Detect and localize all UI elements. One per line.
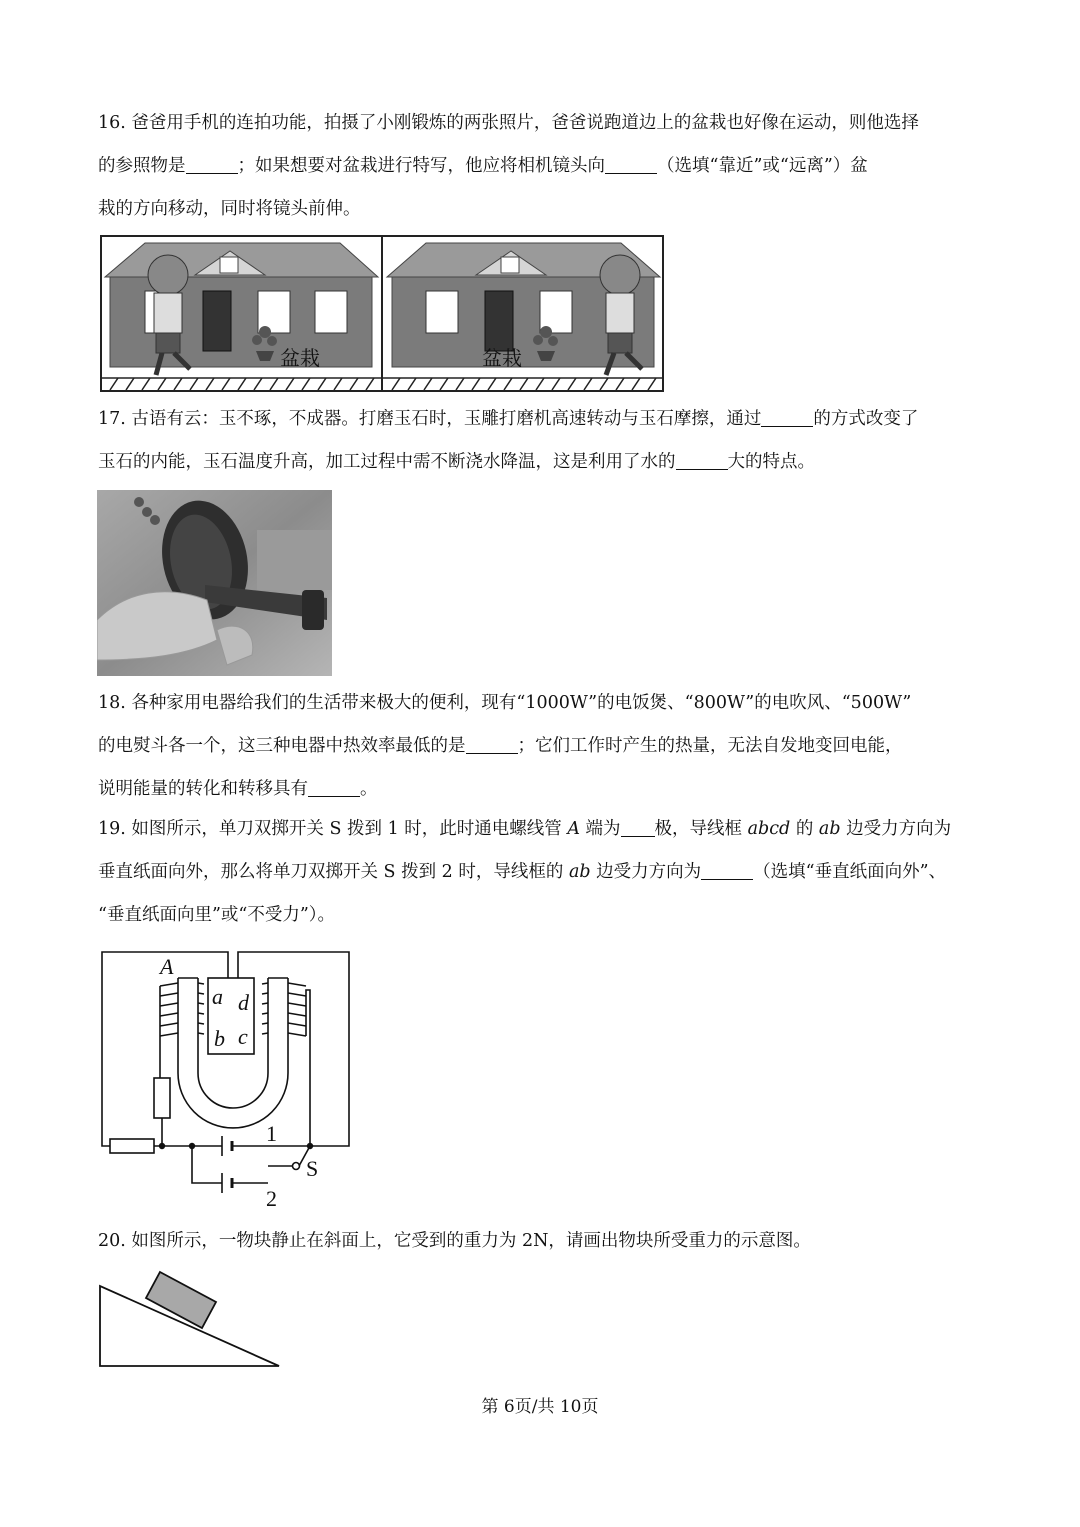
label-A: A (160, 954, 174, 979)
q19-line3: “垂直纸面向里”或“不受力”）。 (98, 905, 336, 925)
label-potted-plant-left: 盆栽 (280, 346, 320, 370)
u-core-outer (178, 978, 288, 1128)
label-a: a (212, 984, 223, 1009)
q20-line1: 20. 如图所示，一物块静止在斜面上，它受到的重力为 2N，请画出物块所受重力的示意图。 (98, 1231, 811, 1251)
answer-blank[interactable] (605, 155, 657, 174)
resistor-horizontal (110, 1139, 154, 1153)
answer-blank[interactable] (621, 818, 655, 837)
answer-blank[interactable] (466, 735, 518, 754)
label-b: b (214, 1026, 225, 1051)
incline-block-diagram (98, 1268, 283, 1370)
q16-line3: 栽的方向移动，同时将镜头前伸。 (98, 199, 361, 219)
q19-line1: 19. 如图所示，单刀双掷开关 S 拨到 1 时，此时通电螺线管 A 端为 极，导线框 abcd 的 ab 边受力方向为 (98, 819, 952, 839)
house-left (105, 243, 378, 367)
q16-line2: 的参照物是 ；如果想要对盆栽进行特写，他应将相机镜头向 （选填“靠近”或“远离”）盆 (98, 156, 868, 176)
wire-coil-right-down (306, 990, 310, 1146)
q18-text (98, 682, 986, 811)
q17-line1: 17. 古语有云：玉不琢，不成器。打磨玉石时，玉雕打磨机高速转动与玉石摩擦，通过 的方式改变了 (98, 409, 919, 429)
q18-line3: 说明能量的转化和转移具有 。 (98, 779, 378, 799)
q16-text (98, 102, 986, 231)
q19-line2: 垂直纸面向外，那么将单刀双掷开关 S 拨到 2 时，导线框的 ab 边受力方向为 （选填“垂直纸面向外”、 (98, 862, 947, 882)
q17-text (98, 398, 986, 484)
label-switch-S: S (306, 1156, 319, 1181)
label-terminal-1: 1 (266, 1121, 277, 1146)
label-d: d (238, 990, 249, 1015)
resistor-vertical (154, 1078, 170, 1118)
circuit-diagram (98, 948, 354, 1210)
answer-blank[interactable] (676, 451, 728, 470)
label-c: c (238, 1024, 248, 1049)
answer-blank[interactable] (701, 861, 753, 880)
q17-line2: 玉石的内能，玉石温度升高，加工过程中需不断浇水降温，这是利用了水的 大的特点。 (98, 452, 815, 472)
label-potted-plant-right: 盆栽 (482, 346, 522, 370)
page-number: 第 6页/共 10页 (481, 1397, 599, 1417)
label-terminal-2: 2 (266, 1186, 277, 1210)
jade-grinding-photo (97, 490, 332, 676)
answer-blank[interactable] (186, 155, 238, 174)
q16-line1: 16. 爸爸用手机的连拍功能，拍摄了小刚锻炼的两张照片，爸爸说跑道边上的盆栽也好像在运动，则他选择 (98, 113, 919, 133)
running-boy-photos-figure (100, 235, 664, 392)
answer-blank[interactable] (308, 778, 360, 797)
answer-blank[interactable] (761, 408, 813, 427)
q20-text (98, 1220, 986, 1263)
q18-line2: 的电熨斗各一个，这三种电器中热效率最低的是 ；它们工作时产生的热量，无法自发地变回电能， (98, 736, 903, 756)
q19-text (98, 808, 986, 937)
q18-line1: 18. 各种家用电器给我们的生活带来极大的便利，现有“1000W”的电饭煲、“800W”的电吹风、“500W” (98, 693, 912, 713)
